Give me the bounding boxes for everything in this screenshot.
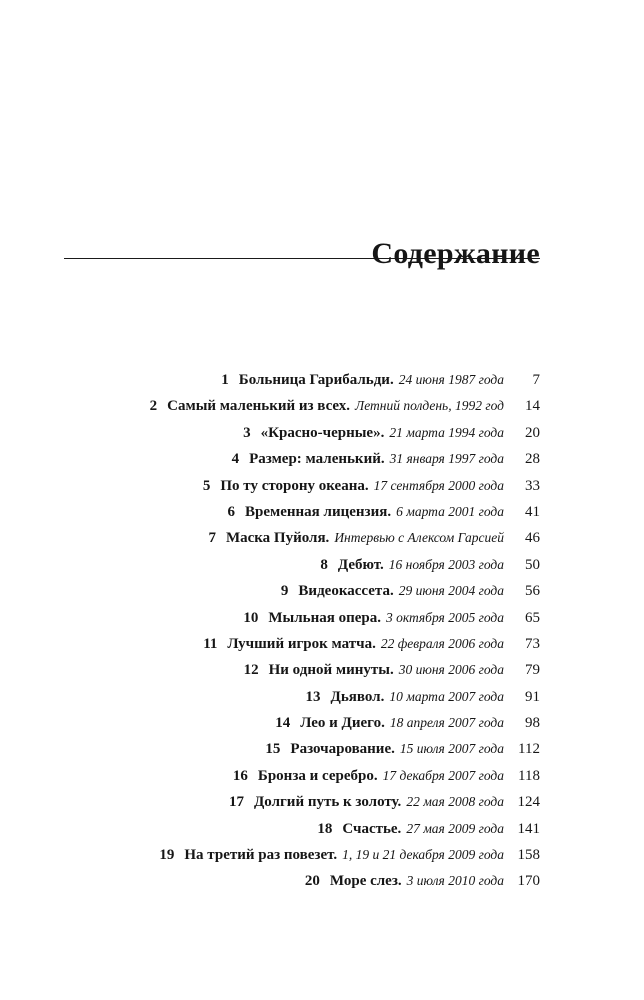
chapter-title: На третий раз повезет. bbox=[184, 847, 338, 864]
chapter-number: 6 bbox=[227, 503, 236, 520]
page-number: 14 bbox=[525, 398, 540, 415]
toc-entry[interactable] bbox=[64, 525, 540, 551]
page-number: 33 bbox=[525, 477, 540, 494]
page-number: 118 bbox=[518, 767, 540, 784]
chapter-date: 16 ноября 2003 года bbox=[388, 556, 504, 572]
chapter-title: Счастье. bbox=[342, 820, 402, 837]
toc-entry-text bbox=[64, 605, 504, 631]
toc-entry-text bbox=[64, 736, 504, 762]
chapter-date: 10 марта 2007 года bbox=[389, 688, 504, 704]
chapter-number: 1 bbox=[221, 372, 229, 388]
chapter-title: Дьявол. bbox=[330, 688, 385, 705]
chapter-title: Ни одной минуты. bbox=[268, 662, 394, 679]
chapter-title: Бронза и серебро. bbox=[257, 767, 378, 784]
toc-entry-text bbox=[64, 710, 504, 736]
chapter-date: 3 июля 2010 года bbox=[406, 873, 504, 889]
toc-entry[interactable] bbox=[64, 367, 540, 393]
chapter-title: Самый маленький из всех. bbox=[167, 398, 351, 415]
chapter-title: Размер: маленький. bbox=[249, 451, 385, 468]
chapter-title: Видеокассета. bbox=[298, 583, 394, 600]
toc-entry[interactable] bbox=[64, 789, 540, 815]
chapter-title: Лучший игрок матча. bbox=[227, 635, 376, 652]
page-number: 141 bbox=[517, 820, 540, 837]
chapter-number: 18 bbox=[317, 820, 333, 837]
chapter-date: 17 сентября 2000 года bbox=[373, 477, 504, 493]
toc-entry-text bbox=[64, 499, 504, 525]
chapter-title: Дебют. bbox=[337, 556, 384, 573]
page-number: 79 bbox=[525, 662, 540, 679]
page-number: 112 bbox=[518, 741, 540, 758]
toc-entry-text bbox=[64, 816, 504, 842]
chapter-title: Море слез. bbox=[329, 873, 402, 890]
chapter-number: 12 bbox=[243, 662, 259, 679]
chapter-date: 15 июля 2007 года bbox=[399, 741, 504, 757]
chapter-date: 21 марта 1994 года bbox=[389, 424, 504, 440]
page-number: 65 bbox=[525, 609, 540, 626]
chapter-number: 10 bbox=[243, 609, 259, 626]
chapter-title: Маска Пуйоля. bbox=[225, 530, 330, 547]
chapter-date: 24 июня 1987 года bbox=[398, 372, 504, 387]
chapter-number: 9 bbox=[280, 583, 289, 600]
page-number: 91 bbox=[525, 688, 540, 705]
toc-entry[interactable] bbox=[64, 816, 540, 842]
chapter-number: 16 bbox=[232, 767, 248, 784]
toc-entry[interactable] bbox=[64, 631, 540, 657]
toc-entry-text bbox=[64, 525, 504, 551]
toc-entry-text bbox=[64, 578, 504, 604]
page-title: Содержание bbox=[371, 237, 540, 271]
chapter-date: Интервью с Алексом Гарсией bbox=[334, 530, 504, 546]
toc-entry-text bbox=[64, 789, 504, 815]
page-number: 28 bbox=[525, 451, 540, 468]
toc-entry[interactable] bbox=[64, 420, 540, 446]
chapter-date: 18 апреля 2007 года bbox=[389, 715, 504, 731]
chapter-number: 15 bbox=[265, 741, 281, 758]
chapter-number: 20 bbox=[304, 873, 320, 890]
chapter-date: 6 марта 2001 года bbox=[396, 503, 504, 519]
page-number: 46 bbox=[525, 530, 540, 547]
toc-entry[interactable] bbox=[64, 736, 540, 762]
chapter-number: 11 bbox=[203, 635, 218, 652]
table-of-contents bbox=[64, 367, 540, 895]
page-number: 20 bbox=[525, 424, 540, 441]
chapter-title: По ту сторону океана. bbox=[220, 477, 369, 494]
toc-entry-text bbox=[64, 631, 504, 657]
chapter-number: 2 bbox=[149, 398, 158, 415]
toc-entry-text bbox=[64, 446, 504, 472]
page-number: 50 bbox=[525, 556, 540, 573]
page-number: 7 bbox=[532, 372, 540, 388]
page-number: 41 bbox=[525, 503, 540, 520]
chapter-date: 1, 19 и 21 декабря 2009 года bbox=[342, 847, 504, 863]
toc-entry-text bbox=[64, 420, 504, 446]
toc-entry[interactable] bbox=[64, 763, 540, 789]
toc-entry[interactable] bbox=[64, 473, 540, 499]
page-number: 170 bbox=[517, 873, 540, 890]
chapter-number: 8 bbox=[320, 556, 328, 573]
chapter-date: 29 июня 2004 года bbox=[398, 583, 504, 599]
toc-entry[interactable] bbox=[64, 657, 540, 683]
toc-entry[interactable] bbox=[64, 710, 540, 736]
chapter-number: 19 bbox=[159, 847, 175, 864]
toc-entry-text bbox=[64, 684, 504, 710]
title-underline bbox=[64, 258, 540, 259]
toc-entry-text bbox=[64, 868, 504, 894]
page-number: 124 bbox=[517, 794, 540, 811]
chapter-date: 30 июня 2006 года bbox=[398, 662, 504, 678]
chapter-number: 3 bbox=[243, 424, 251, 441]
chapter-date: 27 мая 2009 года bbox=[406, 820, 504, 836]
chapter-number: 7 bbox=[208, 530, 216, 547]
toc-entry[interactable] bbox=[64, 868, 540, 894]
chapter-date: 17 декабря 2007 года bbox=[382, 767, 504, 783]
chapter-number: 13 bbox=[305, 688, 321, 705]
toc-entry-text bbox=[64, 842, 504, 868]
toc-entry[interactable] bbox=[64, 499, 540, 525]
chapter-number: 5 bbox=[202, 477, 211, 494]
toc-entry[interactable] bbox=[64, 842, 540, 868]
chapter-title: Временная лицензия. bbox=[245, 503, 392, 520]
chapter-title: Разочарование. bbox=[290, 741, 395, 758]
toc-entry-text bbox=[64, 763, 504, 789]
toc-entry-text bbox=[64, 393, 504, 419]
page-number: 158 bbox=[517, 847, 540, 864]
toc-entry-text bbox=[64, 473, 504, 499]
chapter-date: 22 мая 2008 года bbox=[406, 794, 504, 810]
page-number: 98 bbox=[525, 715, 540, 732]
page-number: 73 bbox=[525, 635, 540, 652]
chapter-title: Больница Гарибальди. bbox=[238, 372, 394, 388]
toc-entry-text bbox=[64, 657, 504, 683]
chapter-title: Мыльная опера. bbox=[268, 609, 381, 626]
chapter-date: Летний полдень, 1992 год bbox=[355, 398, 504, 414]
chapter-date: 22 февраля 2006 года bbox=[380, 635, 504, 651]
chapter-title: Долгий путь к золоту. bbox=[253, 794, 402, 811]
chapter-title: Лео и Диего. bbox=[300, 715, 385, 732]
chapter-number: 14 bbox=[275, 715, 291, 732]
chapter-title: «Красно-черные». bbox=[260, 424, 385, 441]
toc-entry[interactable] bbox=[64, 684, 540, 710]
chapter-date: 3 октября 2005 года bbox=[385, 609, 504, 625]
toc-entry-text bbox=[64, 552, 504, 578]
toc-entry[interactable] bbox=[64, 446, 540, 472]
chapter-date: 31 января 1997 года bbox=[389, 451, 504, 467]
chapter-number: 4 bbox=[231, 451, 240, 468]
toc-entry[interactable] bbox=[64, 552, 540, 578]
page-number: 56 bbox=[525, 583, 540, 600]
toc-entry[interactable] bbox=[64, 578, 540, 604]
toc-entry-text bbox=[64, 367, 504, 393]
toc-entry[interactable] bbox=[64, 605, 540, 631]
toc-entry[interactable] bbox=[64, 393, 540, 419]
chapter-number: 17 bbox=[228, 794, 244, 811]
